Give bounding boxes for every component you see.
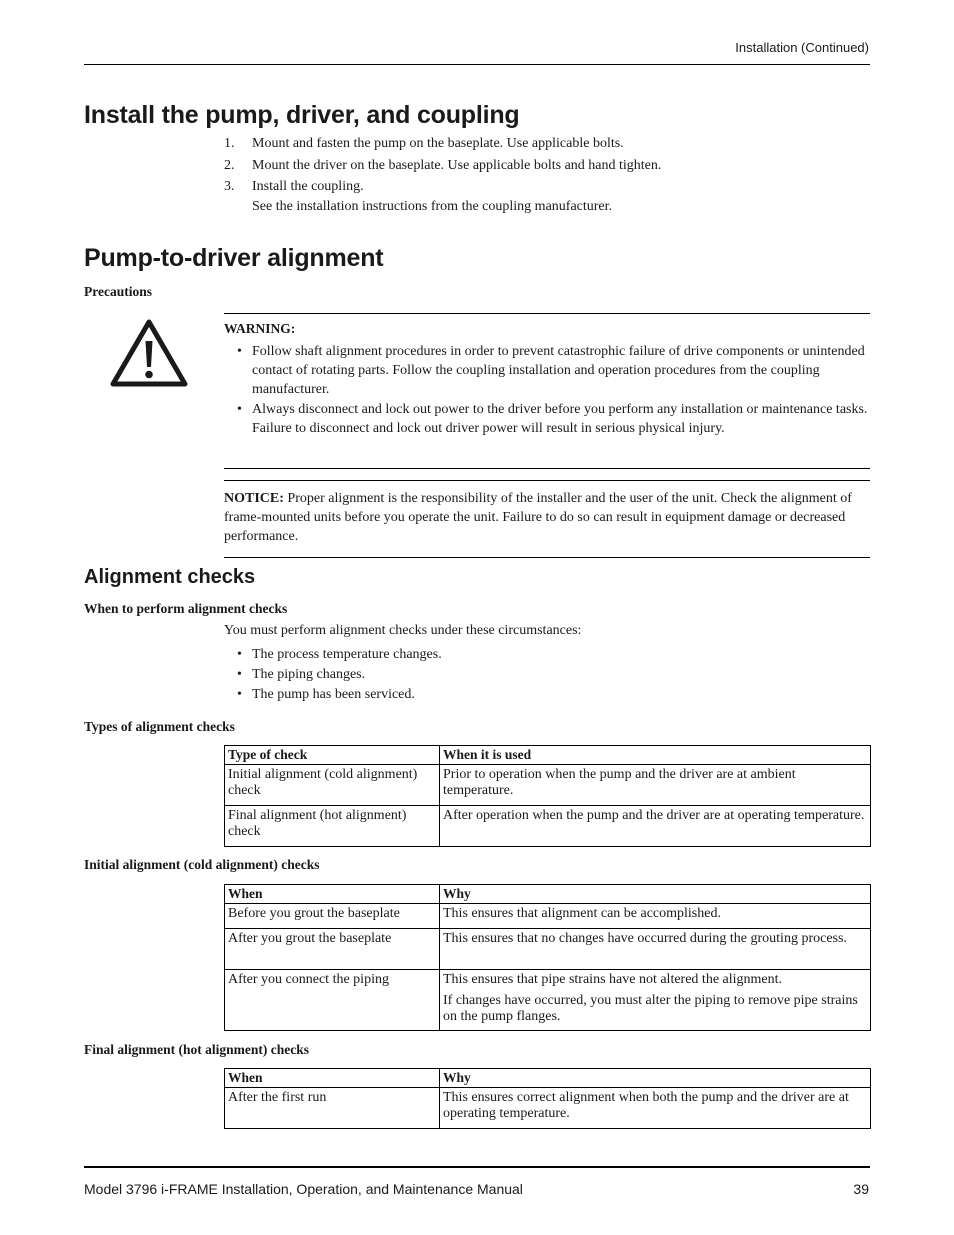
section-title-checks: Alignment checks [84,566,256,588]
page-number: 39 [853,1181,869,1197]
table-cell: After operation when the pump and the driver are at operating temperature. [440,806,871,847]
notice-label: NOTICE: [224,491,284,506]
running-header: Installation (Continued) [735,40,869,55]
install-steps [224,133,864,198]
cold-table [224,884,871,1031]
types-label: Types of alignment checks [84,719,235,734]
list-item: 1. Mount and fasten the pump on the baseplate. Use applicable bolts. [224,136,624,151]
list-item: • Follow shaft alignment procedures in order to prevent catastrophic failure of drive components or unintended contact of rotating parts. Follow the coupling installation and operation procedures from the coupling manufacturer. [224,342,870,399]
table-row [225,765,871,806]
table-header-cell: Why [440,1069,871,1088]
table-header-row [225,746,871,765]
hot-table [224,1068,871,1129]
section-title-install: Install the pump, driver, and coupling [84,101,520,129]
when-label: When to perform alignment checks [84,601,288,616]
warning-bottom-rule [224,468,870,469]
footer-manual-title: Model 3796 i-FRAME Installation, Operation, and Maintenance Manual [84,1181,523,1197]
table-row [225,806,871,847]
table-cell: Final alignment (hot alignment) check [225,806,440,847]
table-cell: After you grout the baseplate [225,929,440,970]
table-cell: This ensures that no changes have occurred during the grouting process. [440,929,871,970]
types-table [224,745,871,847]
table-cell: Prior to operation when the pump and the driver are at ambient temperature. [440,765,871,806]
table-cell: Before you grout the baseplate [225,904,440,929]
section-title-alignment: Pump-to-driver alignment [84,244,384,272]
warning-top-rule [224,313,870,314]
table-cell: This ensures correct alignment when both the pump and the driver are at operating temperature. [440,1088,871,1129]
notice-bottom-rule [224,557,870,558]
footer-rule [84,1166,870,1168]
table-header-cell: When it is used [440,746,871,765]
table-cell: Initial alignment (cold alignment) check [225,765,440,806]
notice-top-rule [224,480,870,481]
cold-label: Initial alignment (cold alignment) checks [84,857,320,872]
circumstances-list [224,645,864,705]
table-row [225,929,871,970]
table-header-cell: Why [440,885,871,904]
list-item: • Always disconnect and lock out power to the driver before you perform any installation or maintenance tasks. Failure to disconnect and lock out driver power will result in serious physical injury. [224,400,870,438]
warning-triangle-icon [110,318,188,388]
table-header-cell: When [225,885,440,904]
table-cell: This ensures that pipe strains have not altered the alignment. If changes have occurred, you must alter the piping to remove pipe strains on the pump flanges. [440,970,871,1031]
table-row [225,1088,871,1129]
notice-text: Proper alignment is the responsibility of the installer and the user of the unit. Check the alignment of frame-mounted units before you operate the unit. Failure to do so can result in equipment damage or decreased performance. [224,491,852,544]
checks-intro: You must perform alignment checks under these circumstances: [224,623,582,638]
table-cell: After the first run [225,1088,440,1129]
table-header-row [225,885,871,904]
table-header-row [225,1069,871,1088]
table-header-cell: Type of check [225,746,440,765]
notice-block [224,489,864,546]
list-item: • The process temperature changes. [224,645,864,664]
precautions-label: Precautions [84,284,152,299]
step-note: See the installation instructions from the coupling manufacturer. [252,199,613,214]
table-header-cell: When [225,1069,440,1088]
warning-title: WARNING: [224,321,296,336]
list-item: • The pump has been serviced. [224,685,864,704]
hot-label: Final alignment (hot alignment) checks [84,1042,309,1057]
table-row [225,904,871,929]
list-item: 3. Install the coupling. [224,179,364,194]
header-rule [84,64,870,65]
warning-list [224,342,870,438]
list-item: • The piping changes. [224,665,864,684]
table-row [225,970,871,1031]
list-item: 2. Mount the driver on the baseplate. Use applicable bolts and hand tighten. [224,157,662,173]
warning-block [224,321,870,439]
table-cell: After you connect the piping [225,970,440,1031]
table-cell: This ensures that alignment can be accomplished. [440,904,871,929]
